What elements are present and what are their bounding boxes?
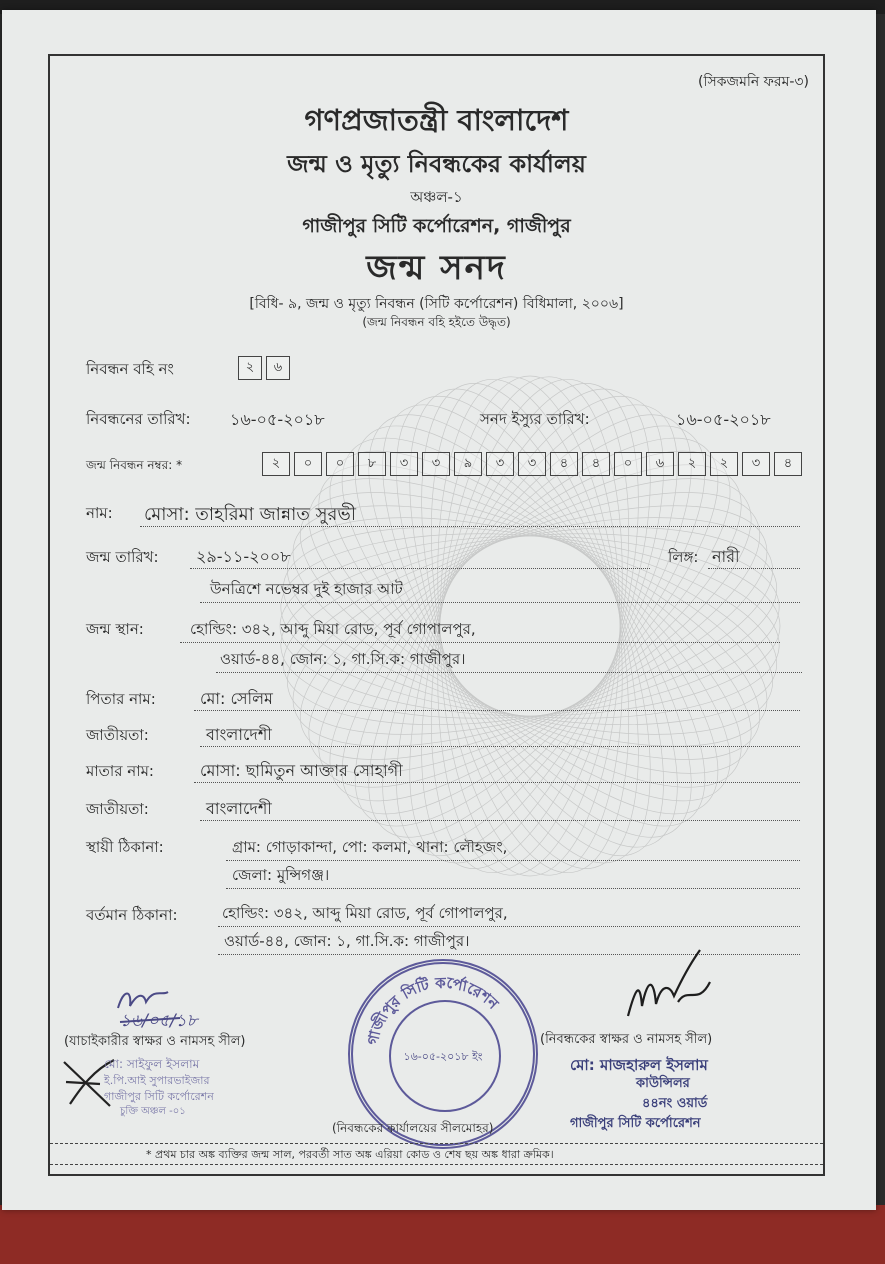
father-nationality-label: জাতীয়তা: [86,726,149,744]
svg-text:গাজীপুর সিটি কর্পোরেশন: গাজীপুর সিটি কর্পোরেশন [363,973,503,1047]
country-name: গণপ্রজাতন্ত্রী বাংলাদেশ [304,103,569,137]
register-book-label: নিবন্ধন বহি নং [86,360,174,378]
register-book-boxes [238,356,294,380]
corporation-name: গাজীপুর সিটি কর্পোরেশন, গাজীপুর [302,215,571,237]
verifier-stamp-zone: চুক্তি অঞ্চল -০১ [120,1106,186,1117]
register-book-digit-box: ৬ [266,356,290,380]
father-dotline [194,710,800,711]
registrar-caption: (নিবন্ধকের স্বাক্ষর ও নামসহ সীল) [540,1032,713,1047]
dob-label: জন্ম তারিখ: [86,548,159,566]
verifier-stamp-office: গাজীপুর সিটি কর্পোরেশন [104,1090,214,1103]
father-value: মো: সেলিম [200,689,273,708]
permanent-address-line2: জেলা: মুন্সিগঞ্জ। [232,866,330,884]
permanent-address-dotline2 [226,888,800,889]
mother-nationality-value: বাংলাদেশী [206,799,272,818]
sex-value: নারী [712,547,740,566]
certificate-paper [2,10,876,1210]
registrar-stamp-designation: কাউন্সিলর [636,1076,690,1091]
seal-date: ১৬-০৫-২০১৮ ইং [403,1050,483,1063]
dob-words-dotline [200,602,800,603]
footnote-rule-top [50,1143,823,1144]
document-title: জন্ম সনদ [366,248,507,288]
registrar-stamp-name: মো: মাজহারুল ইসলাম [570,1056,708,1074]
registrar-stamp-office: গাজীপুর সিটি কর্পোরেশন [570,1116,701,1131]
birth-reg-no-digit-box: ০ [294,452,322,476]
birth-reg-no-digit-box: ৩ [422,452,450,476]
sex-dotline [708,568,800,569]
mother-dotline [194,782,800,783]
footnote-rule-bottom [50,1164,823,1165]
name-dotline [140,526,800,527]
zone-name: অঞ্চল-১ [410,188,463,206]
mother-nationality-dotline [200,820,800,821]
birth-reg-no-digit-box: ০ [614,452,642,476]
issue-date-label: সনদ ইস্যুর তারিখ: [480,410,590,428]
father-nationality-value: বাংলাদেশী [206,725,272,744]
mother-label: মাতার নাম: [86,762,154,780]
birth-reg-no-digit-box: ৯ [454,452,482,476]
verifier-date: ১৬/০৫/১৮ [120,1011,198,1031]
father-nationality-dotline [200,746,800,747]
birth-reg-no-digit-box: ৩ [518,452,546,476]
birth-reg-no-digit-box: ৮ [358,452,386,476]
dob-in-words: উনত্রিশে নভেম্বর দুই হাজার আট [210,580,403,598]
birth-reg-no-digit-box: ৩ [390,452,418,476]
office-name: জন্ম ও মৃত্যু নিবন্ধকের কার্যালয় [287,150,586,178]
permanent-address-dotline1 [226,860,800,861]
present-address-label: বর্তমান ঠিকানা: [86,906,178,924]
dob-dotline [190,568,650,569]
verifier-caption: (যাচাইকারীর স্বাক্ষর ও নামসহ সীল) [64,1034,246,1049]
register-book-digit-box: ২ [238,356,262,380]
birth-reg-no-digit-box: ৩ [486,452,514,476]
birth-reg-no-digit-box: ৬ [646,452,674,476]
birth-place-line2: ওয়ার্ড-৪৪, জোন: ১, গা.সি.ক: গাজীপুর। [220,650,466,668]
registrar-signature [618,946,738,1026]
footnote: * প্রথম চার অঙ্ক ব্যক্তির জন্ম সাল, পরবর্তী সাত অঙ্ক এরিয়া কোড ও শেষ ছয় অঙ্ক ধারা ক্রমিক। [146,1148,554,1161]
registration-date-label: নিবন্ধনের তারিখ: [86,410,191,428]
rule-subtitle: (জন্ম নিবন্ধন বহি হইতে উদ্ধৃত) [362,315,511,329]
birth-reg-no-digit-box: ৪ [582,452,610,476]
present-address-line2: ওয়ার্ড-৪৪, জোন: ১, গা.সি.ক: গাজীপুর। [224,932,470,950]
verifier-stamp-designation: ই.পি.আই সুপারভাইজার [104,1074,210,1087]
birth-reg-no-digit-box: ২ [262,452,290,476]
dob-value: ২৯-১১-২০০৮ [196,547,291,566]
permanent-address-label: স্থায়ী ঠিকানা: [86,838,164,856]
birth-reg-no-boxes [262,452,806,476]
mother-value: মোসা: ছামিতুন আক্তার সোহাগী [200,761,403,780]
registration-date-value: ১৬-০৫-২০১৮ [230,410,325,429]
registrar-stamp-ward: ৪৪নং ওয়ার্ড [642,1096,708,1111]
present-address-line1: হোল্ডিং: ৩৪২, আব্দু মিয়া রোড, পূর্ব গোপালপুর, [222,904,508,922]
birth-reg-no-digit-box: ২ [710,452,738,476]
name-label: নাম: [86,504,113,522]
sex-label: লিঙ্গ: [668,548,699,566]
birth-place-dotline1 [180,642,780,643]
rule-reference: [বিধি- ৯, জন্ম ও মৃত্যু নিবন্ধন (সিটি কর্পোরেশন) বিধিমালা, ২০০৬] [249,296,624,312]
certificate-frame [48,54,825,1176]
mother-nationality-label: জাতীয়তা: [86,800,149,818]
present-address-dotline1 [218,926,800,927]
form-number: (সিকজমনি ফরম-৩) [698,74,809,90]
verifier-stamp-name: মো: সাইফুল ইসলাম [104,1057,200,1071]
birth-reg-no-digit-box: ২ [678,452,706,476]
birth-place-dotline2 [216,672,802,673]
father-label: পিতার নাম: [86,690,156,708]
issue-date-value: ১৬-০৫-২০১৮ [676,410,771,429]
birth-reg-no-digit-box: ৪ [774,452,802,476]
birth-place-label: জন্ম স্থান: [86,620,144,638]
seal-caption: (নিবন্ধকের কার্যালয়ের সীলমোহর) [332,1121,494,1135]
birth-reg-no-label: জন্ম নিবন্ধন নম্বর: * [86,458,183,472]
table-surface [0,1205,885,1264]
permanent-address-line1: গ্রাম: গোড়াকান্দা, পো: কলমা, থানা: লৌহজং, [232,838,508,856]
birth-reg-no-digit-box: ৩ [742,452,770,476]
name-value: মোসা: তাহরিমা জান্নাত সুরভী [144,504,356,525]
birth-place-line1: হোল্ডিং: ৩৪২, আব্দু মিয়া রোড, পূর্ব গোপালপুর, [190,620,476,638]
birth-reg-no-digit-box: ৪ [550,452,578,476]
birth-reg-no-digit-box: ০ [326,452,354,476]
